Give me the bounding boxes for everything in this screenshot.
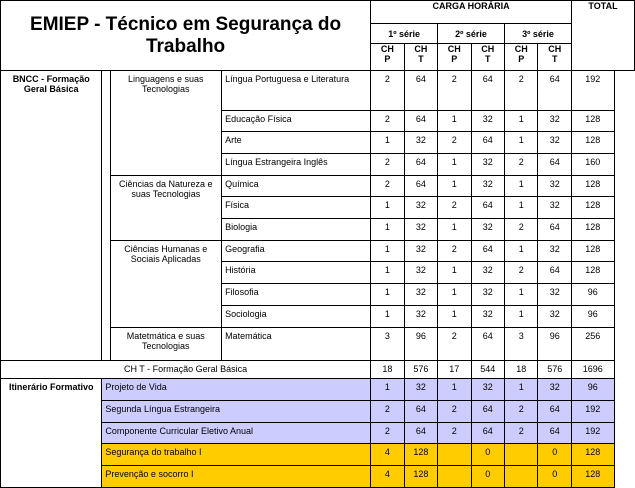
serie-header: 2º série bbox=[438, 23, 505, 44]
hours-value: 64 bbox=[404, 175, 437, 197]
carga-horaria-header: CARGA HORÁRIA bbox=[371, 1, 572, 24]
hours-value: 2 bbox=[504, 71, 537, 110]
hours-value: 0 bbox=[471, 444, 504, 466]
spacer-cell bbox=[102, 71, 110, 360]
total-value: 256 bbox=[571, 327, 614, 360]
hours-value: 96 bbox=[538, 327, 572, 360]
hours-value: 2 bbox=[371, 400, 404, 422]
itinerario-item-name: Componente Curricular Eletivo Anual bbox=[102, 422, 371, 444]
ch-subheader bbox=[438, 44, 471, 71]
hours-value: 0 bbox=[538, 466, 572, 488]
subtotal-value: 18 bbox=[371, 360, 404, 379]
hours-value: 1 bbox=[504, 110, 537, 132]
hours-value: 64 bbox=[404, 400, 437, 422]
hours-value: 1 bbox=[438, 284, 471, 306]
hours-value: 32 bbox=[538, 175, 572, 197]
total-value: 128 bbox=[571, 132, 614, 154]
itinerario-item-name: Segurança do trabalho I bbox=[102, 444, 371, 466]
hours-value: 1 bbox=[504, 379, 537, 401]
hours-value: 32 bbox=[404, 284, 437, 306]
hours-value: 64 bbox=[471, 132, 504, 154]
hours-value: 32 bbox=[404, 305, 437, 327]
hours-value: 2 bbox=[438, 240, 471, 262]
ch-subheader bbox=[471, 44, 504, 71]
subtotal-value: 544 bbox=[471, 360, 504, 379]
hours-value: 32 bbox=[538, 240, 572, 262]
ch-subheader bbox=[538, 44, 572, 71]
hours-value: 32 bbox=[404, 132, 437, 154]
hours-value: 2 bbox=[438, 71, 471, 110]
hours-value: 64 bbox=[471, 197, 504, 219]
hours-value: 96 bbox=[404, 327, 437, 360]
hours-value: 0 bbox=[538, 444, 572, 466]
total-value: 128 bbox=[571, 262, 614, 284]
total-value: 128 bbox=[571, 240, 614, 262]
total-value: 128 bbox=[571, 444, 614, 466]
hours-value: 2 bbox=[438, 400, 471, 422]
hours-value: 2 bbox=[371, 71, 404, 110]
hours-value: 64 bbox=[538, 400, 572, 422]
hours-value: 1 bbox=[438, 379, 471, 401]
ch-label: CH bbox=[514, 44, 528, 55]
total-value: 128 bbox=[571, 197, 614, 219]
hours-value: 2 bbox=[438, 422, 471, 444]
hours-value: 32 bbox=[538, 110, 572, 132]
total-value: 128 bbox=[571, 466, 614, 488]
hours-value: 4 bbox=[371, 466, 404, 488]
hours-value: 64 bbox=[538, 262, 572, 284]
subject-name: História bbox=[222, 262, 371, 284]
hours-value: 64 bbox=[404, 110, 437, 132]
hours-value: 1 bbox=[504, 240, 537, 262]
hours-value: 32 bbox=[471, 379, 504, 401]
subject-name: Arte bbox=[222, 132, 371, 154]
hours-value: 64 bbox=[404, 71, 437, 110]
ch-label: CH bbox=[447, 44, 461, 55]
total-header: TOTAL bbox=[571, 1, 634, 71]
total-value: 128 bbox=[571, 175, 614, 197]
hours-value: 0 bbox=[471, 466, 504, 488]
hours-value: 1 bbox=[371, 262, 404, 284]
hours-value: 32 bbox=[538, 132, 572, 154]
hours-value: 128 bbox=[404, 466, 437, 488]
subject-name: Filosofia bbox=[222, 284, 371, 306]
hours-value: 32 bbox=[538, 305, 572, 327]
hours-value bbox=[438, 466, 471, 488]
hours-value bbox=[504, 444, 537, 466]
ch-label: CH bbox=[548, 44, 562, 55]
hours-value: 2 bbox=[371, 153, 404, 175]
ch-subheader bbox=[371, 44, 404, 71]
subtotal-value: 576 bbox=[538, 360, 572, 379]
subject-name: Geografia bbox=[222, 240, 371, 262]
total-value: 96 bbox=[571, 284, 614, 306]
total-value: 192 bbox=[571, 400, 614, 422]
hours-value: 1 bbox=[504, 284, 537, 306]
hours-value: 32 bbox=[471, 219, 504, 241]
itinerario-item-name: Prevenção e socorro I bbox=[102, 466, 371, 488]
itinerario-label: Itinerário Formativo bbox=[1, 379, 102, 488]
hours-value: 32 bbox=[471, 305, 504, 327]
hours-value: 64 bbox=[538, 422, 572, 444]
hours-value: 32 bbox=[404, 219, 437, 241]
hours-value: 32 bbox=[538, 284, 572, 306]
page-title: EMIEP - Técnico em Segurança do Trabalho bbox=[1, 1, 371, 71]
itinerario-item-name: Segunda Língua Estrangeira bbox=[102, 400, 371, 422]
hours-value: 3 bbox=[504, 327, 537, 360]
ch-label: CH bbox=[414, 44, 428, 55]
hours-value: 2 bbox=[504, 262, 537, 284]
hours-value: 4 bbox=[371, 444, 404, 466]
hours-value: 1 bbox=[504, 175, 537, 197]
hours-value: 1 bbox=[438, 262, 471, 284]
ch-type: P bbox=[384, 54, 391, 65]
subject-name: Língua Portuguesa e Literatura bbox=[222, 71, 371, 110]
total-value: 96 bbox=[571, 305, 614, 327]
hours-value: 1 bbox=[371, 219, 404, 241]
area-name: Matetmática e suas Tecnologias bbox=[110, 327, 222, 360]
hours-value: 1 bbox=[371, 197, 404, 219]
itinerario-item-name: Projeto de Vida bbox=[102, 379, 371, 401]
subject-name: Física bbox=[222, 197, 371, 219]
subject-name: Biologia bbox=[222, 219, 371, 241]
hours-value: 64 bbox=[538, 71, 572, 110]
hours-value: 64 bbox=[538, 219, 572, 241]
hours-value bbox=[504, 466, 537, 488]
hours-value: 32 bbox=[404, 240, 437, 262]
ch-type: P bbox=[451, 54, 458, 65]
hours-value: 1 bbox=[504, 132, 537, 154]
serie-header: 3º série bbox=[504, 23, 571, 44]
subject-name: Educação Física bbox=[222, 110, 371, 132]
hours-value: 1 bbox=[371, 284, 404, 306]
subtotal-value: 17 bbox=[438, 360, 471, 379]
hours-value: 64 bbox=[538, 153, 572, 175]
hours-value: 32 bbox=[538, 197, 572, 219]
hours-value: 32 bbox=[471, 262, 504, 284]
area-name: Ciências Humanas e Sociais Aplicadas bbox=[110, 240, 222, 327]
ch-subheader bbox=[404, 44, 437, 71]
hours-value: 3 bbox=[371, 327, 404, 360]
hours-value: 1 bbox=[438, 153, 471, 175]
hours-value: 64 bbox=[471, 327, 504, 360]
hours-value: 64 bbox=[471, 71, 504, 110]
hours-value: 64 bbox=[404, 422, 437, 444]
ch-type: T bbox=[485, 54, 491, 65]
ch-subheader bbox=[504, 44, 537, 71]
hours-value: 64 bbox=[404, 153, 437, 175]
area-name: Linguagens e suas Tecnologias bbox=[110, 71, 222, 175]
hours-value: 2 bbox=[504, 219, 537, 241]
hours-value: 2 bbox=[438, 132, 471, 154]
subject-name: Matemática bbox=[222, 327, 371, 360]
ch-type: T bbox=[418, 54, 424, 65]
total-value: 128 bbox=[571, 110, 614, 132]
hours-value: 32 bbox=[404, 197, 437, 219]
total-value: 192 bbox=[571, 422, 614, 444]
hours-value: 32 bbox=[538, 379, 572, 401]
hours-value: 1 bbox=[438, 305, 471, 327]
hours-value: 2 bbox=[371, 110, 404, 132]
hours-value: 1 bbox=[504, 305, 537, 327]
total-value: 160 bbox=[571, 153, 614, 175]
hours-value: 128 bbox=[404, 444, 437, 466]
hours-value: 32 bbox=[404, 262, 437, 284]
hours-value: 32 bbox=[471, 175, 504, 197]
serie-header: 1º série bbox=[371, 23, 438, 44]
area-name: Ciências da Natureza e suas Tecnologias bbox=[110, 175, 222, 240]
hours-value: 1 bbox=[438, 175, 471, 197]
subtotal-value: 576 bbox=[404, 360, 437, 379]
subtotal-value: 18 bbox=[504, 360, 537, 379]
total-value: 96 bbox=[571, 379, 614, 401]
hours-value: 64 bbox=[471, 400, 504, 422]
ch-label: CH bbox=[380, 44, 394, 55]
hours-value: 1 bbox=[438, 219, 471, 241]
bncc-label: BNCC - Formação Geral Básica bbox=[1, 71, 102, 360]
subject-name: Química bbox=[222, 175, 371, 197]
hours-value: 1 bbox=[438, 110, 471, 132]
subject-name: Sociologia bbox=[222, 305, 371, 327]
hours-value: 1 bbox=[371, 132, 404, 154]
hours-value: 2 bbox=[438, 327, 471, 360]
hours-value: 2 bbox=[504, 422, 537, 444]
ch-label: CH bbox=[481, 44, 495, 55]
hours-value: 32 bbox=[471, 110, 504, 132]
hours-value bbox=[438, 444, 471, 466]
hours-value: 1 bbox=[371, 379, 404, 401]
hours-value: 32 bbox=[404, 379, 437, 401]
hours-value: 1 bbox=[504, 197, 537, 219]
subtotal-total: 1696 bbox=[571, 360, 614, 379]
total-value: 192 bbox=[571, 71, 614, 110]
subject-name: Língua Estrangeira Inglês bbox=[222, 153, 371, 175]
hours-value: 1 bbox=[371, 305, 404, 327]
hours-value: 2 bbox=[371, 422, 404, 444]
subtotal-label: CH T - Formação Geral Básica bbox=[1, 360, 371, 379]
ch-type: T bbox=[551, 54, 558, 65]
hours-value: 32 bbox=[471, 284, 504, 306]
hours-value: 2 bbox=[438, 197, 471, 219]
hours-value: 1 bbox=[371, 240, 404, 262]
hours-value: 64 bbox=[471, 240, 504, 262]
hours-value: 2 bbox=[504, 400, 537, 422]
ch-type: P bbox=[518, 54, 525, 65]
hours-value: 64 bbox=[471, 422, 504, 444]
hours-value: 2 bbox=[371, 175, 404, 197]
hours-value: 2 bbox=[504, 153, 537, 175]
hours-value: 32 bbox=[471, 153, 504, 175]
total-value: 128 bbox=[571, 219, 614, 241]
